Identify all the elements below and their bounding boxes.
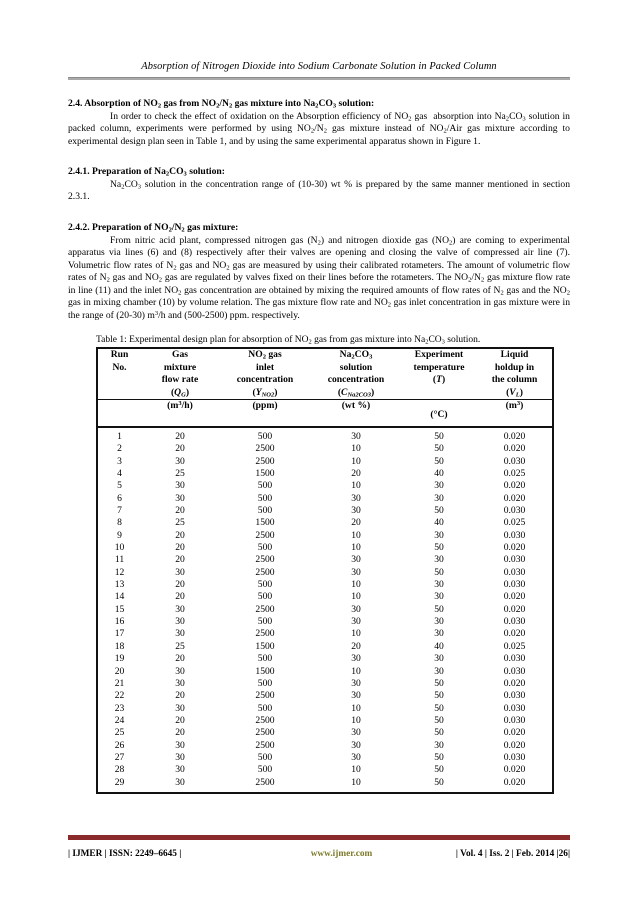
cell-run: 28	[114, 764, 125, 776]
cell-yno2: 500	[257, 702, 273, 714]
cell-vl: 0.030	[503, 455, 526, 467]
cell-run: 14	[114, 591, 125, 603]
cell-cna2co3: 30	[351, 616, 361, 628]
cell-cna2co3: 30	[351, 603, 361, 615]
cell-qg: 30	[175, 492, 185, 504]
col-unit-qg: $(m^3/h)$	[167, 399, 193, 411]
cell-temp: 30	[434, 653, 444, 665]
cell-vl: 0.020	[503, 677, 526, 689]
cell-vl: 0.020	[503, 492, 526, 504]
cell-yno2: 500	[257, 764, 273, 776]
cell-temp: 30	[434, 739, 444, 751]
cell-vl: 0.025	[503, 468, 526, 479]
col-header-run: Run No.	[110, 349, 129, 373]
cell-cna2co3: 30	[351, 751, 361, 763]
cell-yno2: 2500	[255, 443, 275, 455]
table-row	[97, 517, 553, 529]
table-row	[97, 554, 553, 566]
cell-qg: 20	[175, 430, 185, 442]
table-units-row	[97, 399, 553, 427]
cell-temp: 50	[434, 751, 444, 763]
cell-temp: 30	[434, 480, 444, 492]
table-row	[97, 443, 553, 455]
cell-yno2: 500	[257, 591, 273, 603]
table-row	[97, 777, 553, 793]
cell-qg: 30	[175, 702, 185, 714]
cell-cna2co3: 10	[351, 702, 361, 714]
cell-yno2: 2500	[255, 727, 275, 739]
cell-cna2co3: 10	[351, 443, 361, 455]
col-unit-temp: (°C)	[430, 408, 448, 420]
cell-yno2: 1500	[255, 468, 275, 479]
cell-yno2: 500	[257, 505, 273, 517]
cell-yno2: 500	[257, 677, 273, 689]
cell-yno2: 1500	[255, 517, 275, 529]
cell-yno2: 500	[257, 751, 273, 763]
cell-temp: 50	[434, 455, 444, 467]
cell-qg: 25	[175, 468, 185, 479]
running-head	[68, 0, 570, 73]
cell-run: 17	[114, 628, 125, 640]
footer-issn: | IJMER | ISSN: 2249–6645 |	[68, 849, 182, 859]
cell-cna2co3: 20	[351, 517, 361, 529]
cell-cna2co3: 30	[351, 677, 361, 689]
cell-cna2co3: 30	[351, 554, 361, 566]
table-row	[97, 427, 553, 443]
cell-run: 23	[114, 702, 125, 714]
experimental-design-table	[96, 347, 554, 794]
table-row	[97, 678, 553, 690]
table-row	[97, 616, 553, 628]
cell-run: 1	[117, 430, 122, 442]
table-row	[97, 703, 553, 715]
cell-temp: 50	[434, 430, 444, 442]
cell-yno2: 500	[257, 492, 273, 504]
section-2-4-2-body: From nitric acid plant, compressed nitrogen gas $(N_2)$ and nitrogen dioxide gas $(NO_2)$ are coming to experimental apparatus via lines (6) and (8) respectively after their valves are opening and closing the valve of compressed air line (7). Volumetric flow rates of $N_2$ gas and $NO_2$ gas are measured by using their calibrated rotameters. The amount of volumetric flow rates of $N_2$ gas and $NO_2$ gas are regulated by valves fixed on their lines before the rotameters. The $NO_2/N_2$ gas mixture flow rate in line (11) and the inlet $NO_2$ gas concentration are obtained by mixing the required amounts of flow rates of $N_2$ gas and the $NO_2$ gas in mixing chamber (10) by volume relation. The gas mixture flow rate and $NO_2$ gas inlet concentration in gas mixture were in the range of (20-30) $m^3/h$ and (500-2500) ppm. respectively.	[68, 234, 571, 321]
cell-vl: 0.020	[503, 603, 526, 615]
cell-vl: 0.020	[503, 727, 526, 739]
cell-run: 16	[114, 616, 125, 628]
cell-run: 7	[117, 505, 122, 517]
cell-vl: 0.030	[503, 529, 526, 541]
cell-run: 20	[114, 665, 125, 677]
cell-vl: 0.020	[503, 764, 526, 776]
cell-vl: 0.025	[503, 640, 526, 652]
table-row	[97, 641, 553, 653]
cell-qg: 20	[175, 591, 185, 603]
table-body	[97, 427, 553, 793]
page-footer	[68, 846, 570, 862]
cell-cna2co3: 30	[351, 653, 361, 665]
cell-qg: 30	[175, 603, 185, 615]
table-row	[97, 505, 553, 517]
cell-yno2: 500	[257, 430, 273, 442]
cell-vl: 0.030	[503, 690, 526, 702]
cell-run: 25	[114, 727, 125, 739]
col-header-yno2: $NO_2$ gas inlet concentration $(Y_{NO2})$	[236, 349, 294, 399]
col-unit-yno2: (ppm)	[252, 399, 278, 411]
cell-yno2: 2500	[255, 455, 275, 467]
cell-vl: 0.030	[503, 505, 526, 517]
cell-qg: 20	[175, 542, 185, 554]
cell-temp: 30	[434, 579, 444, 591]
cell-vl: 0.020	[503, 739, 526, 751]
cell-run: 19	[114, 653, 125, 665]
cell-cna2co3: 30	[351, 505, 361, 517]
cell-cna2co3: 30	[351, 690, 361, 702]
cell-temp: 50	[434, 714, 444, 726]
running-head-title: Absorption of Nitrogen Dioxide into Sodium Carbonate Solution in Packed Column	[141, 61, 497, 72]
cell-cna2co3: 10	[351, 776, 361, 788]
cell-run: 13	[114, 579, 125, 591]
footer-volume-issue: | Vol. 4 | Iss. 2 | Feb. 2014 |26|	[455, 849, 570, 859]
cell-vl: 0.030	[503, 616, 526, 628]
cell-yno2: 500	[257, 579, 273, 591]
cell-cna2co3: 10	[351, 542, 361, 554]
cell-run: 21	[114, 677, 125, 689]
cell-qg: 30	[175, 480, 185, 492]
cell-qg: 20	[175, 714, 185, 726]
cell-temp: 30	[434, 591, 444, 603]
cell-cna2co3: 10	[351, 591, 361, 603]
footer-website-link[interactable]: www.ijmer.com	[310, 849, 373, 859]
section-2-4-heading: 2.4. Absorption of $NO_2$ gas from $NO_2/N_2$ gas mixture into $Na_2CO_3$ solution:	[68, 98, 375, 110]
spacer	[68, 204, 570, 213]
cell-temp: 50	[434, 776, 444, 788]
cell-qg: 30	[175, 764, 185, 776]
cell-cna2co3: 30	[351, 492, 361, 504]
col-unit-run	[97, 399, 141, 427]
cell-run: 10	[114, 542, 125, 554]
cell-vl: 0.030	[503, 702, 526, 714]
cell-temp: 30	[434, 554, 444, 566]
cell-vl: 0.030	[503, 653, 526, 665]
cell-qg: 20	[175, 443, 185, 455]
cell-temp: 50	[434, 690, 444, 702]
cell-yno2: 2500	[255, 603, 275, 615]
cell-run: 26	[114, 739, 125, 751]
cell-cna2co3: 20	[351, 640, 361, 652]
cell-cna2co3: 10	[351, 628, 361, 640]
cell-temp: 50	[434, 443, 444, 455]
cell-run: 12	[114, 566, 125, 578]
cell-run: 9	[117, 529, 122, 541]
cell-vl: 0.030	[503, 554, 526, 566]
table-row	[97, 715, 553, 727]
cell-yno2: 1500	[255, 640, 275, 652]
cell-run: 5	[117, 480, 122, 492]
cell-temp: 50	[434, 603, 444, 615]
col-header-qg: Gas mixture flow rate $(Q_G)$	[161, 349, 199, 399]
cell-vl: 0.030	[503, 665, 526, 677]
cell-cna2co3: 10	[351, 665, 361, 677]
cell-yno2: 500	[257, 480, 273, 492]
col-header-vl: Liquid holdup in the column $(V_L)$	[491, 349, 538, 399]
cell-qg: 20	[175, 653, 185, 665]
cell-temp: 40	[434, 468, 444, 479]
table-row	[97, 666, 553, 678]
spacer	[68, 80, 570, 89]
cell-vl: 0.025	[503, 517, 526, 529]
section-2-4-1-body: $Na_2CO_3$ solution in the concentration range of (10-30) wt % is prepared by the same manner mentioned in section 2.3.1.	[68, 178, 570, 203]
table-row	[97, 740, 553, 752]
table-row	[97, 567, 553, 579]
cell-run: 6	[117, 492, 122, 504]
cell-yno2: 1500	[255, 665, 275, 677]
cell-qg: 20	[175, 529, 185, 541]
cell-vl: 0.020	[503, 480, 526, 492]
table-row	[97, 764, 553, 776]
cell-vl: 0.030	[503, 714, 526, 726]
cell-cna2co3: 10	[351, 529, 361, 541]
cell-vl: 0.020	[503, 776, 526, 788]
cell-vl: 0.020	[503, 628, 526, 640]
cell-vl: 0.030	[503, 566, 526, 578]
table-row	[97, 690, 553, 702]
table-row	[97, 493, 553, 505]
table-row	[97, 752, 553, 764]
cell-temp: 30	[434, 529, 444, 541]
cell-yno2: 2500	[255, 628, 275, 640]
cell-vl: 0.020	[503, 591, 526, 603]
cell-temp: 40	[434, 640, 444, 652]
cell-cna2co3: 30	[351, 430, 361, 442]
table-row	[97, 468, 553, 480]
cell-run: 3	[117, 455, 122, 467]
table-row	[97, 628, 553, 640]
cell-temp: 50	[434, 677, 444, 689]
table-row	[97, 653, 553, 665]
cell-run: 24	[114, 714, 125, 726]
col-unit-cna2co3: (wt %)	[341, 399, 371, 411]
cell-vl: 0.020	[503, 542, 526, 554]
cell-temp: 50	[434, 727, 444, 739]
cell-cna2co3: 10	[351, 579, 361, 591]
cell-cna2co3: 10	[351, 480, 361, 492]
cell-yno2: 2500	[255, 714, 275, 726]
section-2-4-body: In order to check the effect of oxidation on the Absorption efficiency of $NO_2$ gas absorption into $Na_2CO_3$ solution in packed column, experiments were performed by using $NO_2/N_2$ gas mixture instead of $NO_2$/Air gas mixture according to experimental design plan seen in Table 1, and by using the same experimental apparatus shown in Figure 1.	[68, 110, 570, 147]
table-header-row	[97, 348, 553, 399]
cell-cna2co3: 30	[351, 739, 361, 751]
cell-qg: 30	[175, 776, 185, 788]
cell-run: 29	[114, 776, 125, 788]
section-2-4-1-heading: 2.4.1. Preparation of $Na_2CO_3$ solution:	[68, 166, 225, 178]
cell-cna2co3: 30	[351, 566, 361, 578]
footer-rule	[68, 835, 570, 840]
cell-qg: 20	[175, 505, 185, 517]
cell-temp: 30	[434, 492, 444, 504]
cell-run: 27	[114, 751, 125, 763]
cell-qg: 30	[175, 739, 185, 751]
col-header-temp: Experiment temperature (T)	[413, 349, 465, 386]
cell-temp: 50	[434, 702, 444, 714]
cell-qg: 25	[175, 640, 185, 652]
cell-yno2: 2500	[255, 529, 275, 541]
cell-qg: 30	[175, 677, 185, 689]
cell-qg: 20	[175, 554, 185, 566]
table-row	[97, 542, 553, 554]
spacer	[68, 148, 570, 157]
cell-temp: 40	[434, 517, 444, 529]
cell-run: 11	[114, 554, 125, 566]
cell-qg: 30	[175, 455, 185, 467]
cell-yno2: 2500	[255, 690, 275, 702]
cell-yno2: 500	[257, 616, 273, 628]
table-head	[97, 348, 553, 427]
cell-vl: 0.020	[503, 443, 526, 455]
cell-cna2co3: 30	[351, 727, 361, 739]
cell-yno2: 2500	[255, 554, 275, 566]
cell-qg: 30	[175, 628, 185, 640]
table-1-caption: Table 1: Experimental design plan for absorption of $NO_2$ gas from gas mixture into $Na_2CO_3$ solution.	[96, 335, 481, 347]
cell-run: 4	[117, 468, 122, 479]
table-row	[97, 480, 553, 492]
cell-qg: 20	[175, 690, 185, 702]
cell-run: 15	[114, 603, 125, 615]
table-row	[97, 727, 553, 739]
cell-yno2: 500	[257, 653, 273, 665]
cell-run: 2	[117, 443, 122, 455]
cell-temp: 50	[434, 505, 444, 517]
cell-vl: 0.020	[503, 430, 526, 442]
cell-vl: 0.030	[503, 579, 526, 591]
cell-yno2: 2500	[255, 566, 275, 578]
cell-cna2co3: 10	[351, 764, 361, 776]
cell-qg: 30	[175, 566, 185, 578]
cell-run: 22	[114, 690, 125, 702]
cell-run: 18	[114, 640, 125, 652]
cell-yno2: 2500	[255, 776, 275, 788]
cell-qg: 20	[175, 727, 185, 739]
col-unit-vl: $(m^3)$	[505, 399, 524, 411]
table-row	[97, 579, 553, 591]
cell-qg: 25	[175, 517, 185, 529]
cell-qg: 20	[175, 579, 185, 591]
cell-cna2co3: 10	[351, 455, 361, 467]
cell-temp: 50	[434, 764, 444, 776]
table-1-container	[68, 334, 570, 794]
cell-cna2co3: 10	[351, 714, 361, 726]
cell-temp: 30	[434, 616, 444, 628]
cell-vl: 0.030	[503, 751, 526, 763]
cell-yno2: 2500	[255, 739, 275, 751]
cell-cna2co3: 20	[351, 468, 361, 479]
cell-qg: 30	[175, 751, 185, 763]
cell-run: 8	[117, 517, 122, 529]
cell-temp: 50	[434, 542, 444, 554]
cell-temp: 30	[434, 665, 444, 677]
cell-temp: 30	[434, 628, 444, 640]
cell-qg: 30	[175, 616, 185, 628]
table-row	[97, 591, 553, 603]
cell-yno2: 500	[257, 542, 273, 554]
section-2-4-2-heading: 2.4.2. Preparation of $NO_2/N_2$ gas mixture:	[68, 221, 239, 234]
table-row	[97, 456, 553, 468]
col-header-cna2co3: $Na_2CO_3$ solution concentration $(C_{Na2CO3})$	[327, 349, 385, 399]
cell-temp: 50	[434, 566, 444, 578]
table-row	[97, 530, 553, 542]
table-row	[97, 604, 553, 616]
cell-qg: 30	[175, 665, 185, 677]
